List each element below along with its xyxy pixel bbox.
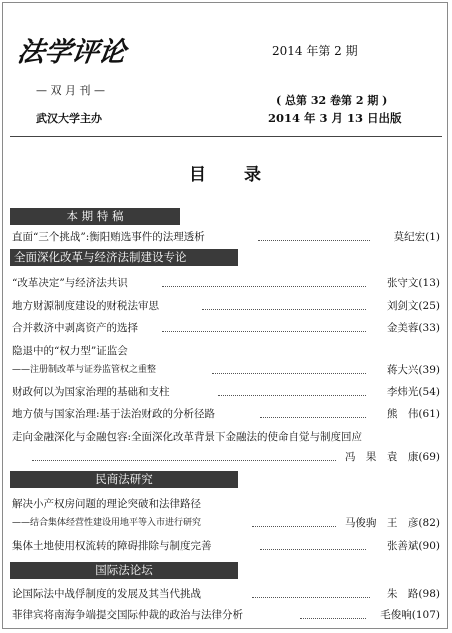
entry-title: 地方财源制度建设的财税法审思 <box>12 300 159 312</box>
journal-logo: 法学评论 <box>15 37 128 68</box>
publication-frequency: — 双 月 刊 — <box>36 84 105 97</box>
leader-dots <box>32 460 336 461</box>
toc-entry[interactable] <box>12 496 440 513</box>
publication-date: 2014 年 3 月 13 日出版 <box>268 111 402 125</box>
entry-title: 走向金融深化与金融包容:全面深化改革背景下金融法的使命自觉与制度回应 <box>12 431 363 443</box>
entry-title: 财政何以为国家治理的基础和支柱 <box>12 386 170 398</box>
toc-entry[interactable] <box>12 429 440 446</box>
entry-author-page: 朱 路(98) <box>386 588 440 600</box>
leader-dots <box>212 373 366 374</box>
issue-number: 2014 年第 2 期 <box>272 44 358 58</box>
toc-entry[interactable] <box>12 384 440 401</box>
sponsor: 武汉大学主办 <box>36 112 102 125</box>
entry-author-page: 金美蓉(33) <box>386 322 440 334</box>
toc-entry[interactable] <box>12 320 440 337</box>
entry-author-page: 莫纪宏(1) <box>393 231 440 243</box>
leader-dots <box>260 549 366 550</box>
toc-entry[interactable] <box>12 298 440 315</box>
entry-title: 论国际法中战俘制度的发展及其当代挑战 <box>12 588 201 600</box>
toc-entry-continued[interactable] <box>12 449 440 466</box>
leader-dots <box>258 240 370 241</box>
entry-author-page: 毛俊响(107) <box>380 609 440 621</box>
toc-heading-char: 录 <box>244 165 263 185</box>
toc-heading <box>0 160 452 185</box>
entry-author-page: 冯 果 袁 康(69) <box>344 451 440 463</box>
section-header-civil-law: 民商法研究 <box>10 471 238 488</box>
leader-dots <box>162 286 366 287</box>
entry-subtitle: ——注册制改革与证券监管权之重整 <box>12 365 157 375</box>
entry-title: 地方债与国家治理:基于法治财政的分析径路 <box>12 408 216 420</box>
leader-dots <box>300 618 366 619</box>
entry-author-page: 张善斌(90) <box>386 540 440 552</box>
leader-dots <box>162 331 366 332</box>
section-header-reform: 全面深化改革与经济法制建设专论 <box>10 249 238 266</box>
toc-entry[interactable] <box>12 607 440 624</box>
entry-author-page: 马俊驹 王 彦(82) <box>344 517 440 529</box>
entry-title: 菲律宾将南海争端提交国际仲裁的政治与法律分析 <box>12 609 243 621</box>
entry-author-page: 刘剑文(25) <box>386 300 440 312</box>
entry-title: 隐退中的“权力型”证监会 <box>12 345 128 357</box>
leader-dots <box>260 417 366 418</box>
section-header-international-law: 国际法论坛 <box>10 562 238 579</box>
entry-title: 直面“三个挑战”:衡阳贿选事件的法理透析 <box>12 231 205 243</box>
toc-entry[interactable] <box>12 406 440 423</box>
toc-entry[interactable] <box>12 586 440 603</box>
leader-dots <box>202 309 366 310</box>
leader-dots <box>252 597 370 598</box>
entry-author-page: 张守文(13) <box>386 277 440 289</box>
section-header-special: 本 期 特 稿 <box>10 208 180 225</box>
entry-subtitle: ——结合集体经营性建设用地平等入市进行研究 <box>12 518 202 528</box>
leader-dots <box>218 395 366 396</box>
toc-entry[interactable] <box>12 538 440 555</box>
toc-heading-char: 目 <box>189 165 208 185</box>
entry-title: 解决小产权房问题的理论突破和法律路径 <box>12 498 201 510</box>
toc-entry[interactable] <box>12 229 440 246</box>
toc-entry[interactable] <box>12 343 440 360</box>
entry-author-page: 李炜光(54) <box>386 386 440 398</box>
entry-author-page: 熊 伟(61) <box>386 408 440 420</box>
entry-title: 集体土地使用权流转的障碍排除与制度完善 <box>12 540 212 552</box>
volume-number: ( 总第 32 卷第 2 期 ) <box>276 94 388 107</box>
toc-entry[interactable] <box>12 275 440 292</box>
entry-title: 合并救济中剥离资产的选择 <box>12 322 138 334</box>
entry-author-page: 蒋大兴(39) <box>386 364 440 376</box>
toc-entry[interactable] <box>12 362 440 379</box>
header-divider <box>10 136 442 137</box>
leader-dots <box>252 526 336 527</box>
toc-entry[interactable] <box>12 515 440 532</box>
entry-title: “改革决定”与经济法共识 <box>12 277 128 289</box>
